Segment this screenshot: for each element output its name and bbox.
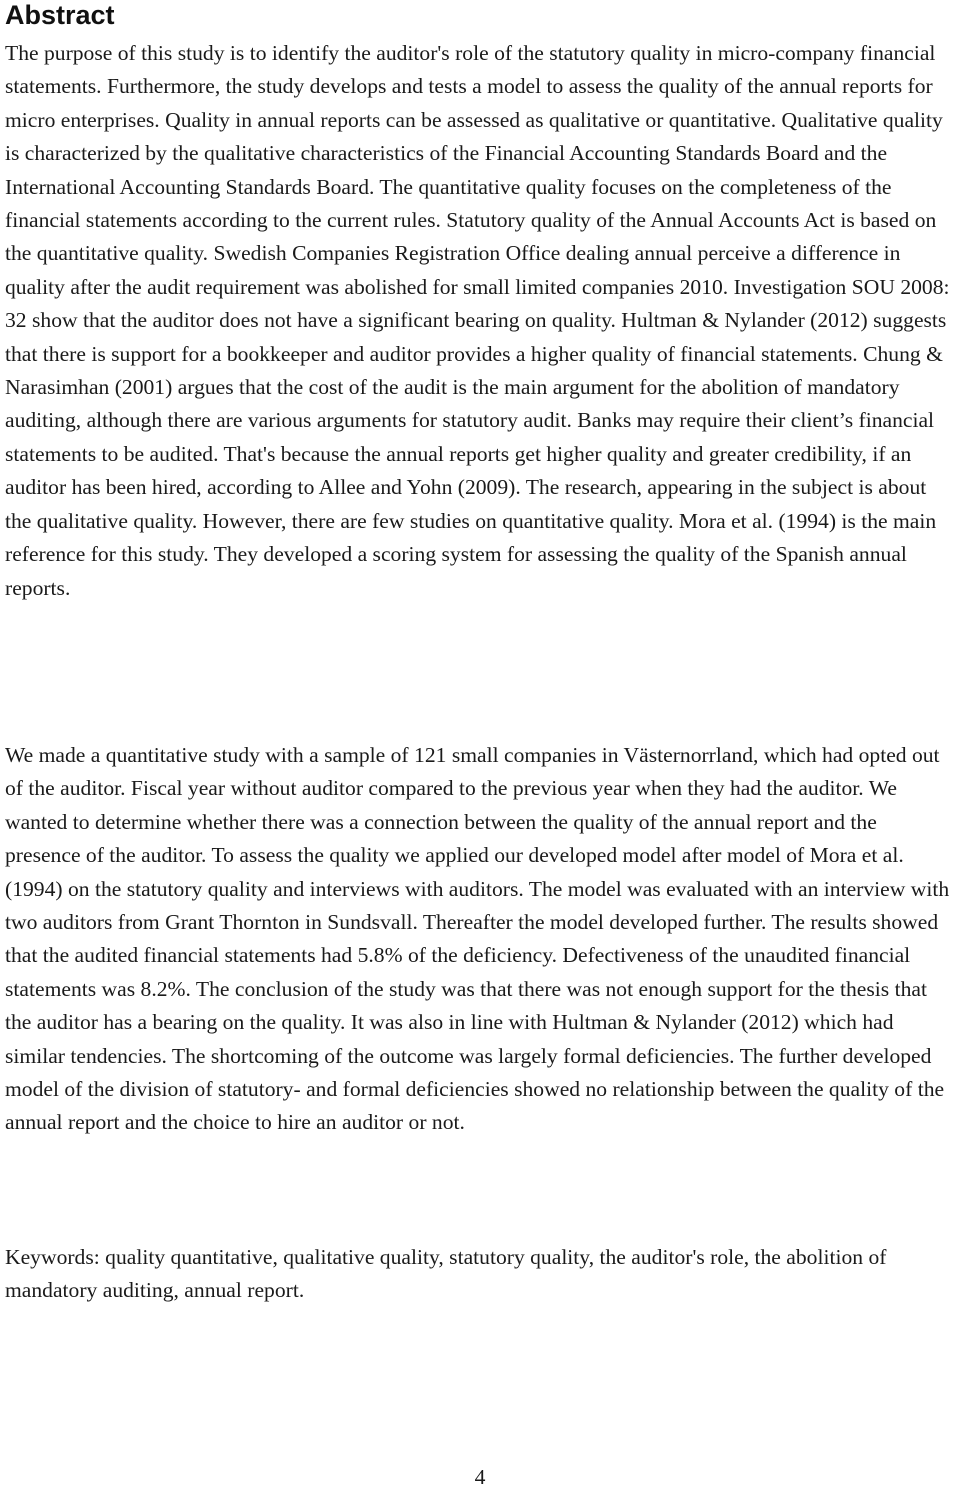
keywords-paragraph: Keywords: quality quantitative, qualitative quality, statutory quality, the auditor's role, the abolition of mandatory auditing, annual report. <box>5 1245 887 1303</box>
section-heading: Abstract <box>5 0 115 30</box>
page-number: 4 <box>474 1465 486 1489</box>
abstract-paragraph-background: The purpose of this study is to identify the auditor's role of the statutory quality in micro-company financial statements. Furthermore, the study develops and tests a model to assess the quality of the annual reports for micro enterprises. Quality in annual reports can be assessed as qualitative or quantitative. Qualitative quality is characterized by the qualitative characteristics of the Financial Accounting Standards Board and the International Accounting Standards Board. The quantitative quality focuses on the completeness of the financial statements according to the current rules. Statutory quality of the Annual Accounts Act is based on the quantitative quality. Swedish Companies Registration Office dealing annual perceive a difference in quality after the audit requirement was abolished for small limited companies 2010. Investigation SOU 2008: 32 show that the auditor does not have a significant bearing on quality. Hultman & Nylander (2012) suggests that there is support for a bookkeeper and auditor provides a higher quality of financial statements. Chung & Narasimhan (2001) argues that the cost of the audit is the main argument for the abolition of mandatory auditing, although there are various arguments for statutory audit. Banks may require their client’s financial statements to be audited. That's because the annual reports get higher quality and greater credibility, if an auditor has been hired, according to Allee and Yohn (2009). The research, appearing in the subject is about the qualitative quality. However, there are few studies on quantitative quality. Mora et al. (1994) is the main reference for this study. They developed a scoring system for assessing the quality of the Spanish annual reports. <box>5 41 950 600</box>
abstract-paragraph-method-results: We made a quantitative study with a sample of 121 small companies in Västernorrland, which had opted out of the auditor. Fiscal year without auditor compared to the previous year when they had the auditor. We wanted to determine whether there was a connection between the quality of the annual report and the presence of the auditor. To assess the quality we applied our developed model after model of Mora et al. (1994) on the statutory quality and interviews with auditors. The model was evaluated with an interview with two auditors from Grant Thornton in Sundsvall. Thereafter the model developed further. The results showed that the audited financial statements had 5.8% of the deficiency. Defectiveness of the unaudited financial statements was 8.2%. The conclusion of the study was that there was not enough support for the thesis that the auditor has a bearing on the quality. It was also in line with Hultman & Nylander (2012) which had similar tendencies. The shortcoming of the outcome was largely formal deficiencies. The further developed model of the division of statutory- and formal deficiencies showed no relationship between the quality of the annual report and the choice to hire an auditor or not. <box>5 743 950 1135</box>
